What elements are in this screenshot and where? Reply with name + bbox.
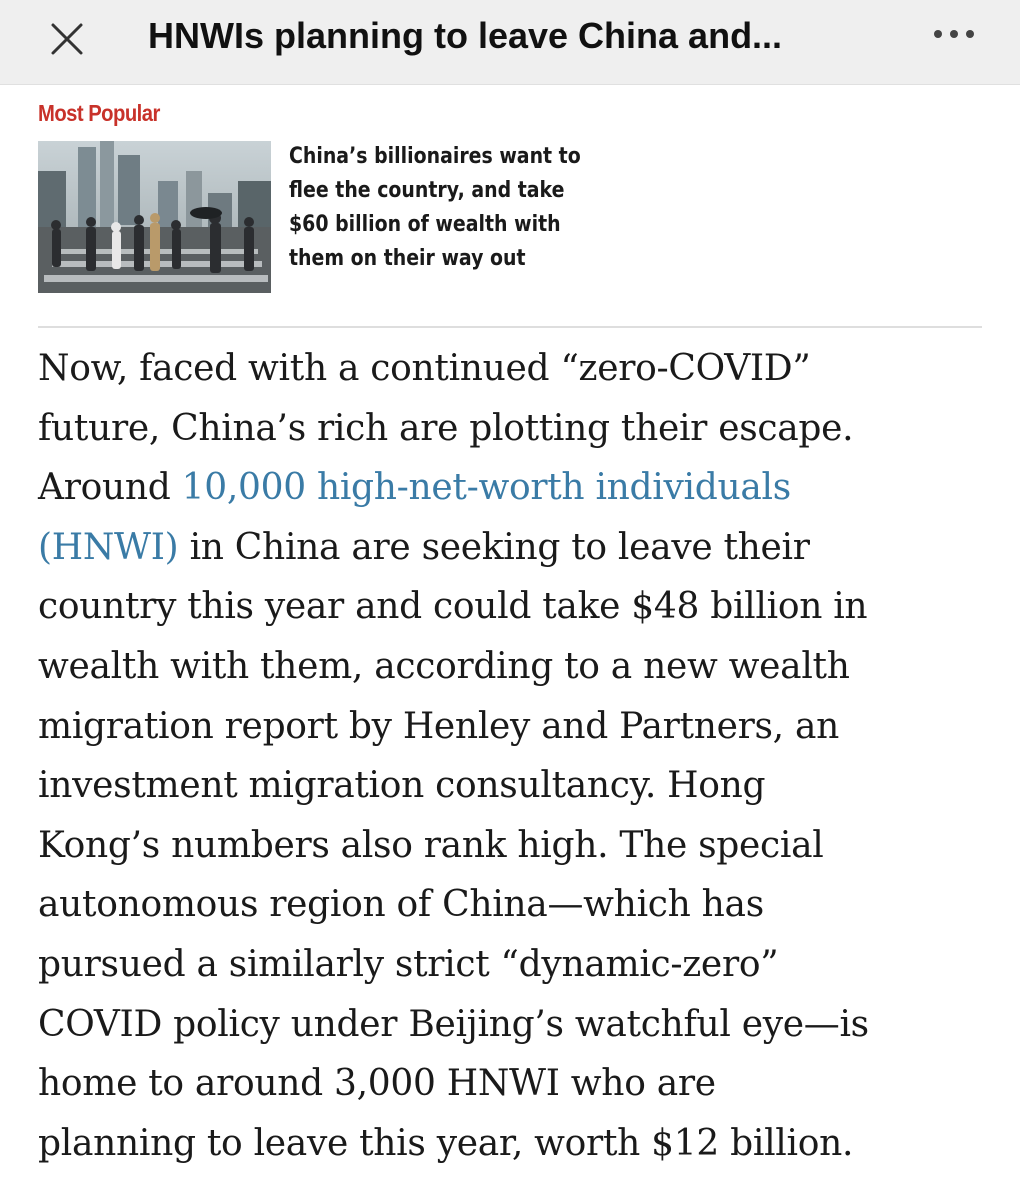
text-run: autonomous region of China—which has <box>38 884 764 926</box>
article-line <box>38 697 988 757</box>
more-options-button[interactable] <box>924 14 984 54</box>
headline-line: China’s billionaires want to <box>289 144 581 169</box>
article-line <box>38 458 988 518</box>
hnwi-report-link[interactable]: 10,000 high-net-worth individuals <box>181 467 791 509</box>
article-line <box>38 637 988 697</box>
article-line <box>38 518 988 578</box>
text-run: country this year and could take $48 billion in <box>38 586 868 628</box>
article-line <box>38 935 988 995</box>
article-line <box>38 875 988 935</box>
headline-line: $60 billion of wealth with <box>289 212 561 237</box>
headline-line: flee the country, and take <box>289 178 565 203</box>
city-crosswalk-image <box>38 141 271 293</box>
article-line <box>38 756 988 816</box>
popular-article-headline[interactable] <box>289 140 616 276</box>
headline-line: them on their way out <box>289 246 526 271</box>
text-run: future, China’s rich are plotting their escape. <box>38 407 854 449</box>
article-line <box>38 1114 988 1174</box>
text-run: home to around 3,000 HNWI who are <box>38 1063 716 1105</box>
more-horizontal-icon <box>930 28 978 40</box>
text-run: pursued a similarly strict “dynamic-zero” <box>38 943 779 985</box>
article-line <box>38 1054 988 1114</box>
text-run: Around <box>38 467 182 509</box>
text-run: Now, faced with a continued “zero-COVID” <box>38 348 811 389</box>
hnwi-report-link[interactable]: (HNWI) <box>38 526 179 568</box>
top-navigation-bar <box>0 0 1020 85</box>
close-button[interactable] <box>40 12 94 66</box>
article-line <box>38 577 988 637</box>
article-line <box>38 399 988 459</box>
text-run: planning to leave this year, worth $12 billion. <box>38 1122 854 1164</box>
text-run: investment migration consultancy. Hong <box>38 765 766 807</box>
popular-article-thumbnail[interactable] <box>38 141 271 293</box>
page-title: HNWIs planning to leave China and... <box>148 15 783 56</box>
text-run: migration report by Henley and Partners, an <box>38 705 840 747</box>
article-line <box>38 816 988 876</box>
text-run: wealth with them, according to a new wealth <box>38 645 850 687</box>
section-divider <box>38 326 982 328</box>
text-run: in China are seeking to leave their <box>178 526 810 568</box>
article-line <box>38 339 988 399</box>
most-popular-label: Most Popular <box>38 100 160 126</box>
article-body <box>38 339 988 1173</box>
text-run: Kong’s numbers also rank high. The special <box>38 824 824 866</box>
close-icon <box>50 22 84 56</box>
text-run: COVID policy under Beijing’s watchful eye—is <box>38 1003 869 1045</box>
article-line <box>38 995 988 1055</box>
